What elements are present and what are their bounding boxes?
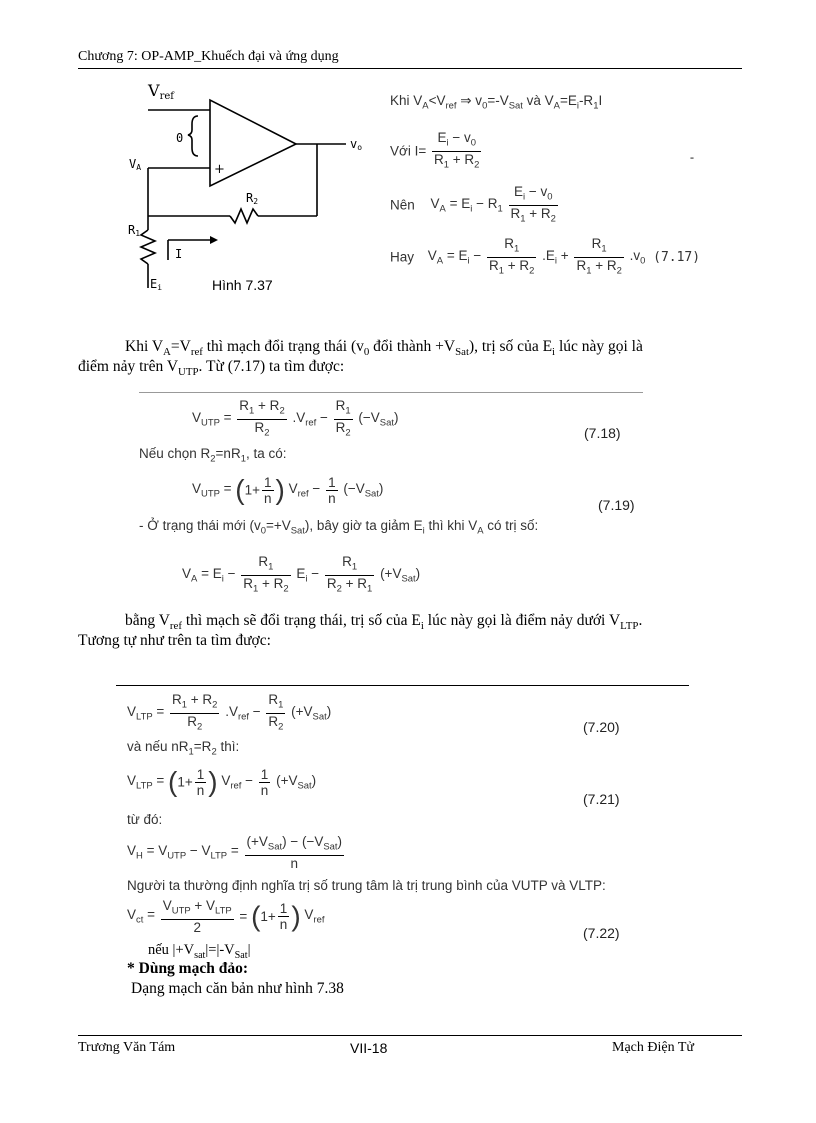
paragraph-1: Khi $V_A=V_{ref}$ thì mạch đổi trạng thái ($v_0$ đổi thành $+V_{Sat}$), trị số của $E_i$ lúc này gọi là <box>125 338 643 359</box>
paragraph-1-line2: điểm nảy trên $V_{UTP}$. Từ (7.17) ta tìm được: <box>78 358 345 379</box>
va-label: VA <box>129 157 142 172</box>
eq-va-new: $V_A = E_i$ − $\frac{R_1}{R_1 + R_2}$ $E_i$ − $\frac{R_1}{R_2 + R_1}$ $(+V_{Sat})$ <box>182 554 421 595</box>
ei-label: Ei <box>150 277 163 292</box>
footer-subject: Mạch Điện Tử <box>612 1040 694 1055</box>
header-rule <box>78 68 742 69</box>
zero-label: 0 <box>176 131 184 145</box>
condition-text: nếu $|+V_{sat}|=|-V_{Sat}|$ <box>148 942 251 961</box>
eq-number-719: (7.19) <box>598 497 635 513</box>
plus-label: + <box>214 162 225 177</box>
resistor-r2 <box>230 209 258 223</box>
eq-number-720: (7.20) <box>583 719 620 735</box>
box1-rule <box>139 392 643 393</box>
stray-mark: - <box>690 150 694 164</box>
vref-label: Vref <box>148 81 174 102</box>
eq-vutp-n: $V_{UTP} = (1+$ $\frac{1}{n}$ ) $V_{ref}$ − $\frac{1}{n}$ $(-V_{Sat})$ <box>192 474 384 506</box>
section-title: * Dùng mạch đảo: <box>127 960 249 977</box>
r2-label: R2 <box>246 191 259 206</box>
eq-number-721: (7.21) <box>583 791 620 807</box>
figure-caption: Hình 7.37 <box>212 277 273 293</box>
section-text: Dạng mạch căn bản như hình 7.38 <box>131 980 344 997</box>
eq-line4: Hay $V_A = E_i$ − $\frac{R_1}{R_1 + R_2}$ $.E_i$ + $\frac{R_1}{R_1 + R_2}$ $.v_0$ (7.17) <box>390 236 701 277</box>
paragraph-2-line2: Tương tự như trên ta tìm được: <box>78 632 271 649</box>
footer-page: VII-18 <box>350 1040 388 1056</box>
eq-line3: Nên $V_A = E_i - R_1$ $\frac{E_i - v_0}{R_1 + R_2}$ <box>390 184 556 225</box>
from-text: từ đó: <box>127 812 163 827</box>
if-text: và nếu $nR_1=R_2$ thì: <box>127 739 240 758</box>
eq-vutp: $V_{UTP}$ = $\frac{R_1 + R_2}{R_2}$ $.V_{ref}$ − $\frac{R_1}{R_2}$ $(-V_{Sat})$ <box>192 398 399 439</box>
footer-author: Trương Văn Tám <box>78 1040 176 1055</box>
current-label: I <box>175 247 183 261</box>
paragraph-2: bằng $V_{ref}$ thì mạch sẽ đổi trạng thái, trị số của $E_i$ lúc này gọi là điểm nảy dưới $V_{LTP}$. <box>125 612 643 633</box>
r1-label: R1 <box>128 223 141 238</box>
eq-number-722: (7.22) <box>583 925 620 941</box>
eq-vltp-n: $V_{LTP} = (1+$ $\frac{1}{n}$ ) $V_{ref}$ − $\frac{1}{n}$ $(+V_{Sat})$ <box>127 766 317 798</box>
eq-vct: $V_{ct}$ = $\frac{V_{UTP} + V_{LTP}}{2}$ = (1+ $\frac{1}{n}$ ) $V_{ref}$ <box>127 898 325 935</box>
current-fraction: $\frac{E_i - v_0}{R_1 + R_2}$ <box>434 130 480 171</box>
choose-text: Nếu chọn $R_2=nR_1$, ta có: <box>139 446 287 465</box>
box2-rule <box>116 685 689 686</box>
eq-vh: $V_H = V_{UTP} - V_{LTP}$ = $\frac{(+V_{Sat}) - (-V_{Sat})}{n}$ <box>127 834 343 871</box>
define-text: Người ta thường định nghĩa trị số trung tâm là trị trung bình của VUTP và VLTP: <box>127 878 606 893</box>
footer-rule <box>78 1035 742 1036</box>
eq-vltp: $V_{LTP}$ = $\frac{R_1 + R_2}{R_2}$ $.V_{ref}$ − $\frac{R_1}{R_2}$ $(+V_{Sat})$ <box>127 692 332 733</box>
state-text: - Ở trạng thái mới $(v_0=+V_{Sat})$, bây giờ ta giảm $E_i$ thì khi $V_A$ có trị số: <box>139 518 539 537</box>
vo-label: vo <box>350 137 363 152</box>
eq-number-718: (7.18) <box>584 425 621 441</box>
eq-line1: Khi $V_A<V_{ref}$ ⇒ $v_0=-V_{Sat}$ và $V_A=E_i-R_1I$ <box>390 93 603 112</box>
circuit-figure <box>120 78 390 300</box>
eq-line2: Với I= $\frac{E_i - v_0}{R_1 + R_2}$ <box>390 130 480 171</box>
resistor-r1 <box>141 230 155 264</box>
page-header: Chương 7: OP-AMP_Khuếch đại và ứng dụng <box>78 49 339 64</box>
